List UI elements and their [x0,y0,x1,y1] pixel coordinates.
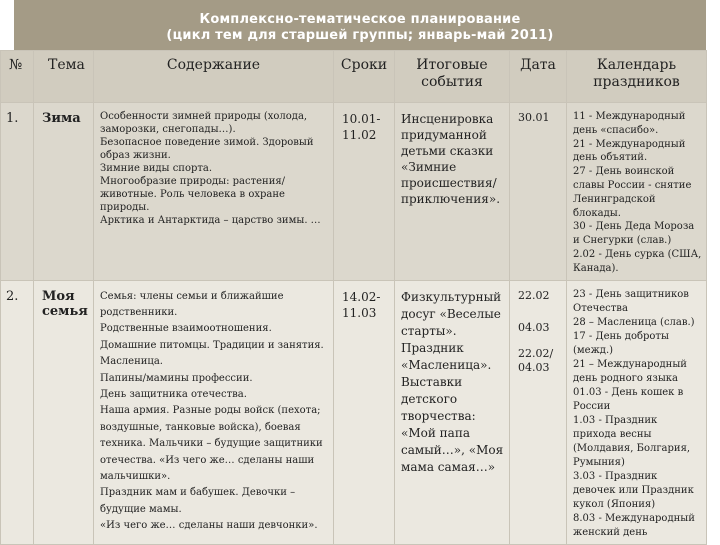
content-line: Многообразие природы: растения/животные. Роль человека в охране природы. [100,176,286,213]
row-events: Физкультурный досуг «Веселые старты». Праздник «Масленица». Выставки детского творчества: «Мой папа самый…», «Моя мама самая…» [395,280,510,544]
content-line: День защитника отечества. [100,389,247,400]
date-value: 22.02 [518,288,550,302]
content-line: Арктика и Антарктида – царство зимы. … [100,215,321,226]
calendar-item: 01.03 - День кошек в России [573,386,684,412]
header-content: Содержание [94,51,334,103]
row-num: 1. [1,103,34,281]
row-content [94,103,334,281]
row-content [94,280,334,544]
calendar-item: 2.02 - День сурка (США, Канада). [573,248,702,274]
date-value: 04.03 [518,320,550,334]
content-line: Масленица. [100,356,163,368]
row-theme: Зима [34,103,94,281]
content-line: Особенности зимней природы (холода, заморозки, снегопады…). [100,111,308,135]
title-line-2: (цикл тем для старшей группы; январь-май 2011) [166,28,554,43]
content-line: Зимние виды спорта. [100,163,213,174]
row-calendar [567,280,707,544]
calendar-item: 28 – Масленица (слав.) [573,316,695,328]
row-calendar [567,103,707,281]
planning-table [0,50,707,545]
header-calendar: Календарь праздников [567,51,707,103]
table-row [1,103,707,281]
row-dates [510,103,567,281]
calendar-item: 23 - День защитников Отечества [573,288,689,314]
calendar-item: 1.03 - Праздник прихода весны (Молдавия, Болгария, Румыния) [573,414,691,468]
content-line: Семья: члены семьи и ближайшие родственники. [100,290,284,318]
header-events: Итоговые события [395,51,510,103]
calendar-item: 3.03 - Праздник девочек или Праздник кукол (Япония) [573,470,694,510]
calendar-item: 30 - День Деда Мороза и Снегурки (слав.) [573,221,695,247]
content-line: Наша армия. Разные роды войск (пехота; воздушные, танковые войска), боевая техника. Мальчики – будущие защитники отечества. «Из чего же… сделаны наши мальчишки». [100,405,323,483]
calendar-item: 17 - День доброты (межд.) [573,330,669,356]
page-title [14,0,706,50]
header-num: № [1,51,34,103]
calendar-item: 11 - Международный день «спасибо». [573,111,686,136]
content-line: «Из чего же… сделаны наши девчонки». [100,520,318,532]
header-term: Сроки [334,51,395,103]
header-row [1,51,707,103]
row-theme: Моя семья [34,280,94,544]
row-num: 2. [1,280,34,544]
title-line-1: Комплексно-тематическое планирование [199,12,521,27]
header-theme: Тема [34,51,94,103]
table-row [1,280,707,544]
calendar-item: 21 – Международный день родного языка [573,358,687,384]
content-line: Безопасное поведение зимой. Здоровый образ жизни. [100,137,314,161]
row-term: 10.01-11.02 [334,103,395,281]
content-line: Родственные взаимоотношения. [100,323,272,335]
row-events: Инсценировка придуманной детьми сказки «Зимние происшествия/ приключения». [395,103,510,281]
date-value: 30.01 [518,111,550,124]
content-line: Праздник мам и бабушек. Девочки – будущие мамы. [100,487,296,515]
row-dates [510,280,567,544]
content-line: Домашние питомцы. Традиции и занятия. [100,339,324,351]
date-value: 22.02/ 04.03 [518,346,554,374]
calendar-item: 27 - День воинской славы России - снятие Ленинградской блокады. [573,166,692,219]
row-term: 14.02-11.03 [334,280,395,544]
calendar-item: 8.03 - Международный женский день [573,512,695,538]
content-line: Папины/мамины профессии. [100,372,253,384]
header-date: Дата [510,51,567,103]
calendar-item: 21 - Международный день объятий. [573,138,686,164]
